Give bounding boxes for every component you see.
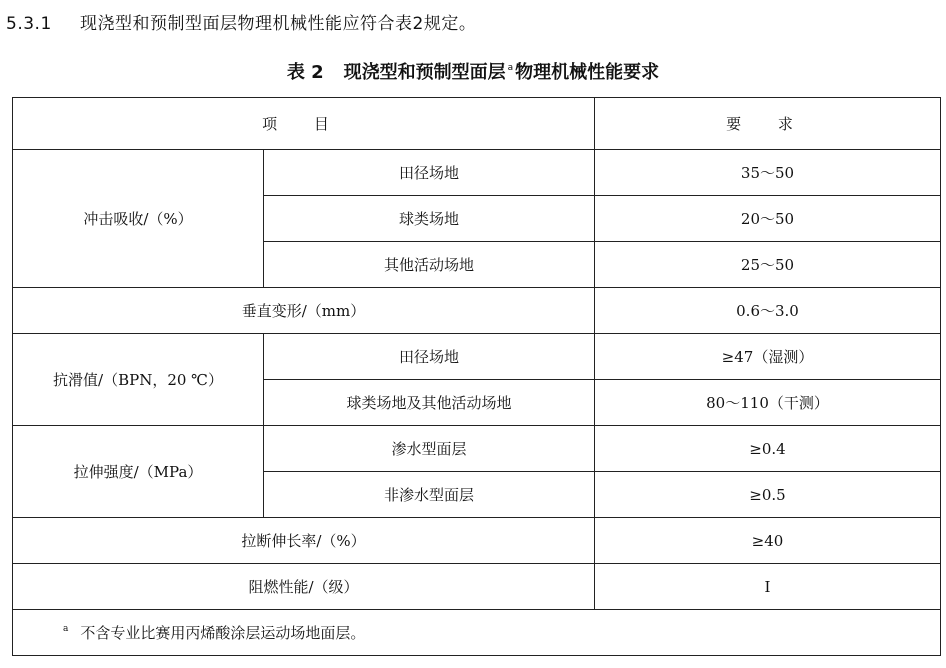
table-number: 表 2 <box>286 62 324 83</box>
flame-value: I <box>595 564 941 610</box>
table-row <box>13 334 941 380</box>
elongation-label: 拉断伸长率/（%） <box>13 518 595 564</box>
clause-text: 现浇型和预制型面层物理机械性能应符合表2规定。 <box>80 14 477 34</box>
table-title-part2: 物理机械性能要求 <box>515 62 660 83</box>
table-caption <box>0 58 946 84</box>
slip-sub: 田径场地 <box>264 334 595 380</box>
flame-label: 阻燃性能/（级） <box>13 564 595 610</box>
clause-5-3-1 <box>6 9 476 34</box>
caption-footnote-mark: a <box>507 63 514 73</box>
footnote-row <box>13 610 941 656</box>
header-item: 项 目 <box>13 98 595 150</box>
header-requirement: 要 求 <box>595 98 941 150</box>
slip-label: 抗滑值/（BPN，20 ℃） <box>13 334 264 426</box>
clause-number: 5.3.1 <box>6 14 52 34</box>
impact-sub: 其他活动场地 <box>264 242 595 288</box>
table-row <box>13 564 941 610</box>
table-row <box>13 518 941 564</box>
deformation-label: 垂直变形/（mm） <box>13 288 595 334</box>
table-title-part1: 现浇型和预制型面层 <box>343 62 506 83</box>
impact-value: 20～50 <box>595 196 941 242</box>
tensile-value: ≥0.4 <box>595 426 941 472</box>
table-row <box>13 426 941 472</box>
tensile-value: ≥0.5 <box>595 472 941 518</box>
footnote-mark: a <box>63 624 69 634</box>
table-header-row <box>13 98 941 150</box>
requirements-table <box>12 97 941 656</box>
table-row <box>13 150 941 196</box>
tensile-label: 拉伸强度/（MPa） <box>13 426 264 518</box>
impact-value: 35～50 <box>595 150 941 196</box>
deformation-value: 0.6～3.0 <box>595 288 941 334</box>
table-footnote <box>13 610 941 656</box>
impact-sub: 田径场地 <box>264 150 595 196</box>
elongation-value: ≥40 <box>595 518 941 564</box>
slip-value: 80～110（干测） <box>595 380 941 426</box>
slip-sub: 球类场地及其他活动场地 <box>264 380 595 426</box>
impact-value: 25～50 <box>595 242 941 288</box>
table-row <box>13 288 941 334</box>
impact-sub: 球类场地 <box>264 196 595 242</box>
impact-label: 冲击吸收/（%） <box>13 150 264 288</box>
slip-value: ≥47（湿测） <box>595 334 941 380</box>
footnote-text: 不含专业比赛用丙烯酸涂层运动场地面层。 <box>80 624 366 642</box>
tensile-sub: 非渗水型面层 <box>264 472 595 518</box>
tensile-sub: 渗水型面层 <box>264 426 595 472</box>
